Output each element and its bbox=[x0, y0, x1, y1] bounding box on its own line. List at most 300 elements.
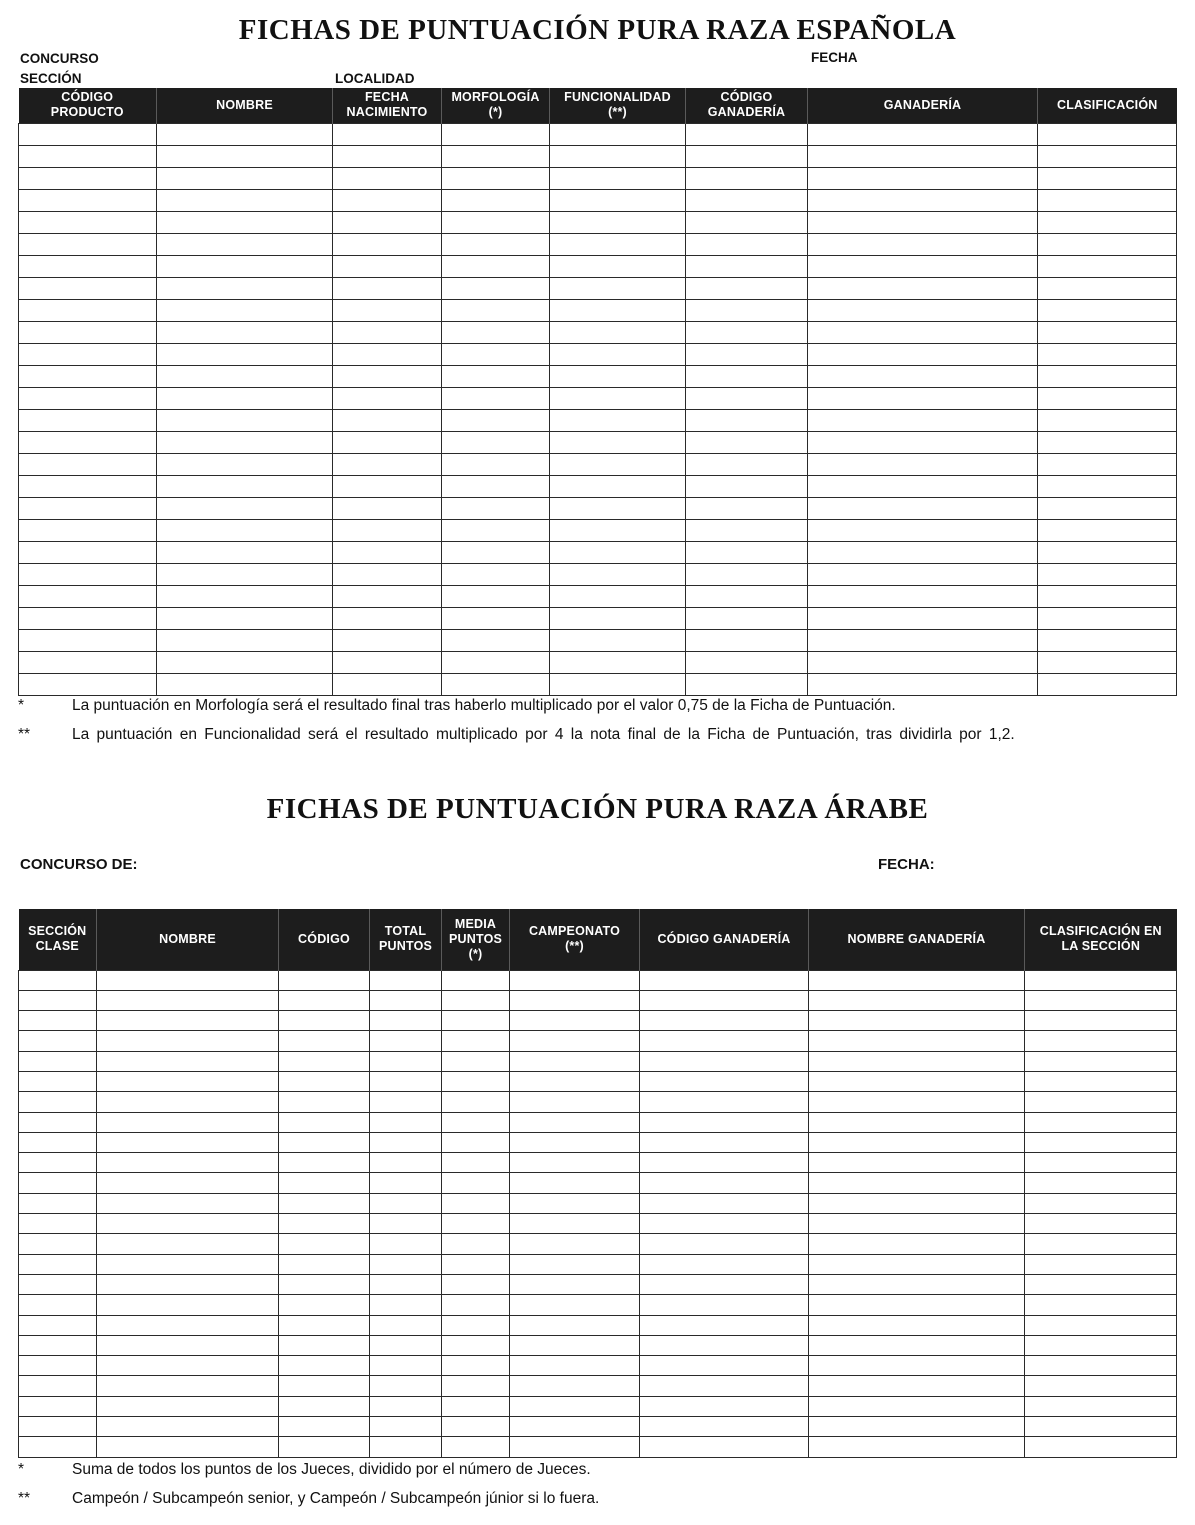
entry-cell[interactable] bbox=[809, 1112, 1025, 1132]
entry-cell[interactable] bbox=[19, 1132, 97, 1152]
entry-cell[interactable] bbox=[333, 299, 442, 321]
entry-cell[interactable] bbox=[370, 1071, 442, 1091]
entry-cell[interactable] bbox=[1025, 1437, 1177, 1457]
entry-cell[interactable] bbox=[157, 651, 333, 673]
entry-cell[interactable] bbox=[19, 299, 157, 321]
entry-cell[interactable] bbox=[370, 1254, 442, 1274]
entry-cell[interactable] bbox=[19, 497, 157, 519]
entry-cell[interactable] bbox=[279, 1376, 370, 1396]
entry-cell[interactable] bbox=[442, 1051, 510, 1071]
entry-cell[interactable] bbox=[442, 1295, 510, 1315]
entry-cell[interactable] bbox=[550, 387, 686, 409]
entry-cell[interactable] bbox=[157, 453, 333, 475]
entry-cell[interactable] bbox=[550, 277, 686, 299]
entry-cell[interactable] bbox=[157, 365, 333, 387]
entry-cell[interactable] bbox=[808, 475, 1038, 497]
entry-cell[interactable] bbox=[809, 1173, 1025, 1193]
entry-cell[interactable] bbox=[442, 1254, 510, 1274]
entry-cell[interactable] bbox=[157, 387, 333, 409]
entry-cell[interactable] bbox=[809, 1417, 1025, 1437]
entry-cell[interactable] bbox=[686, 277, 808, 299]
entry-cell[interactable] bbox=[19, 365, 157, 387]
entry-cell[interactable] bbox=[686, 189, 808, 211]
entry-cell[interactable] bbox=[333, 365, 442, 387]
entry-cell[interactable] bbox=[808, 299, 1038, 321]
entry-cell[interactable] bbox=[550, 365, 686, 387]
entry-cell[interactable] bbox=[442, 1092, 510, 1112]
entry-cell[interactable] bbox=[279, 1396, 370, 1416]
entry-cell[interactable] bbox=[686, 123, 808, 145]
entry-cell[interactable] bbox=[550, 673, 686, 695]
entry-cell[interactable] bbox=[333, 453, 442, 475]
entry-cell[interactable] bbox=[157, 277, 333, 299]
entry-cell[interactable] bbox=[640, 1051, 809, 1071]
entry-cell[interactable] bbox=[1038, 607, 1177, 629]
entry-cell[interactable] bbox=[442, 970, 510, 990]
entry-cell[interactable] bbox=[97, 1153, 279, 1173]
entry-cell[interactable] bbox=[686, 387, 808, 409]
entry-cell[interactable] bbox=[1025, 970, 1177, 990]
entry-cell[interactable] bbox=[809, 1295, 1025, 1315]
entry-cell[interactable] bbox=[279, 1234, 370, 1254]
entry-cell[interactable] bbox=[157, 167, 333, 189]
entry-cell[interactable] bbox=[97, 1132, 279, 1152]
entry-cell[interactable] bbox=[1038, 519, 1177, 541]
entry-cell[interactable] bbox=[333, 541, 442, 563]
entry-cell[interactable] bbox=[686, 475, 808, 497]
entry-cell[interactable] bbox=[809, 1193, 1025, 1213]
entry-cell[interactable] bbox=[279, 1214, 370, 1234]
entry-cell[interactable] bbox=[19, 563, 157, 585]
entry-cell[interactable] bbox=[808, 541, 1038, 563]
entry-cell[interactable] bbox=[808, 167, 1038, 189]
entry-cell[interactable] bbox=[442, 519, 550, 541]
entry-cell[interactable] bbox=[333, 431, 442, 453]
entry-cell[interactable] bbox=[550, 123, 686, 145]
entry-cell[interactable] bbox=[333, 233, 442, 255]
entry-cell[interactable] bbox=[686, 563, 808, 585]
entry-cell[interactable] bbox=[640, 1274, 809, 1294]
entry-cell[interactable] bbox=[686, 629, 808, 651]
entry-cell[interactable] bbox=[550, 233, 686, 255]
entry-cell[interactable] bbox=[686, 321, 808, 343]
entry-cell[interactable] bbox=[333, 651, 442, 673]
entry-cell[interactable] bbox=[19, 1295, 97, 1315]
entry-cell[interactable] bbox=[157, 541, 333, 563]
entry-cell[interactable] bbox=[809, 1315, 1025, 1335]
entry-cell[interactable] bbox=[1025, 1254, 1177, 1274]
entry-cell[interactable] bbox=[510, 1153, 640, 1173]
entry-cell[interactable] bbox=[809, 1011, 1025, 1031]
entry-cell[interactable] bbox=[97, 1437, 279, 1457]
entry-cell[interactable] bbox=[19, 1376, 97, 1396]
entry-cell[interactable] bbox=[808, 563, 1038, 585]
entry-cell[interactable] bbox=[640, 1315, 809, 1335]
entry-cell[interactable] bbox=[19, 1092, 97, 1112]
entry-cell[interactable] bbox=[1025, 1031, 1177, 1051]
entry-cell[interactable] bbox=[97, 1092, 279, 1112]
entry-cell[interactable] bbox=[333, 387, 442, 409]
entry-cell[interactable] bbox=[370, 1356, 442, 1376]
entry-cell[interactable] bbox=[686, 453, 808, 475]
entry-cell[interactable] bbox=[279, 1437, 370, 1457]
entry-cell[interactable] bbox=[279, 990, 370, 1010]
entry-cell[interactable] bbox=[550, 585, 686, 607]
entry-cell[interactable] bbox=[808, 453, 1038, 475]
entry-cell[interactable] bbox=[157, 519, 333, 541]
entry-cell[interactable] bbox=[19, 409, 157, 431]
entry-cell[interactable] bbox=[510, 1437, 640, 1457]
entry-cell[interactable] bbox=[510, 1274, 640, 1294]
entry-cell[interactable] bbox=[808, 233, 1038, 255]
entry-cell[interactable] bbox=[442, 607, 550, 629]
entry-cell[interactable] bbox=[640, 1011, 809, 1031]
entry-cell[interactable] bbox=[809, 1234, 1025, 1254]
entry-cell[interactable] bbox=[97, 1071, 279, 1091]
entry-cell[interactable] bbox=[808, 607, 1038, 629]
entry-cell[interactable] bbox=[19, 475, 157, 497]
entry-cell[interactable] bbox=[808, 629, 1038, 651]
entry-cell[interactable] bbox=[686, 541, 808, 563]
entry-cell[interactable] bbox=[97, 1214, 279, 1234]
entry-cell[interactable] bbox=[510, 970, 640, 990]
entry-cell[interactable] bbox=[808, 189, 1038, 211]
entry-cell[interactable] bbox=[1025, 1376, 1177, 1396]
entry-cell[interactable] bbox=[1025, 1356, 1177, 1376]
entry-cell[interactable] bbox=[279, 1295, 370, 1315]
entry-cell[interactable] bbox=[279, 1051, 370, 1071]
entry-cell[interactable] bbox=[442, 1214, 510, 1234]
entry-cell[interactable] bbox=[510, 1417, 640, 1437]
entry-cell[interactable] bbox=[97, 1376, 279, 1396]
entry-cell[interactable] bbox=[333, 563, 442, 585]
entry-cell[interactable] bbox=[157, 409, 333, 431]
entry-cell[interactable] bbox=[19, 1173, 97, 1193]
entry-cell[interactable] bbox=[550, 563, 686, 585]
entry-cell[interactable] bbox=[19, 1071, 97, 1091]
entry-cell[interactable] bbox=[442, 145, 550, 167]
entry-cell[interactable] bbox=[370, 1335, 442, 1355]
entry-cell[interactable] bbox=[510, 1132, 640, 1152]
entry-cell[interactable] bbox=[279, 1274, 370, 1294]
entry-cell[interactable] bbox=[97, 1274, 279, 1294]
entry-cell[interactable] bbox=[1025, 1193, 1177, 1213]
entry-cell[interactable] bbox=[550, 541, 686, 563]
entry-cell[interactable] bbox=[686, 145, 808, 167]
entry-cell[interactable] bbox=[279, 1092, 370, 1112]
entry-cell[interactable] bbox=[97, 1112, 279, 1132]
entry-cell[interactable] bbox=[333, 343, 442, 365]
entry-cell[interactable] bbox=[19, 990, 97, 1010]
entry-cell[interactable] bbox=[157, 233, 333, 255]
entry-cell[interactable] bbox=[640, 1254, 809, 1274]
entry-cell[interactable] bbox=[1025, 1295, 1177, 1315]
entry-cell[interactable] bbox=[640, 1193, 809, 1213]
entry-cell[interactable] bbox=[279, 970, 370, 990]
entry-cell[interactable] bbox=[1038, 651, 1177, 673]
entry-cell[interactable] bbox=[19, 431, 157, 453]
entry-cell[interactable] bbox=[442, 343, 550, 365]
entry-cell[interactable] bbox=[19, 1396, 97, 1416]
entry-cell[interactable] bbox=[157, 585, 333, 607]
entry-cell[interactable] bbox=[640, 970, 809, 990]
entry-cell[interactable] bbox=[808, 409, 1038, 431]
entry-cell[interactable] bbox=[809, 1153, 1025, 1173]
entry-cell[interactable] bbox=[19, 1153, 97, 1173]
entry-cell[interactable] bbox=[157, 497, 333, 519]
entry-cell[interactable] bbox=[1025, 1234, 1177, 1254]
entry-cell[interactable] bbox=[19, 1356, 97, 1376]
entry-cell[interactable] bbox=[97, 1295, 279, 1315]
entry-cell[interactable] bbox=[1038, 343, 1177, 365]
entry-cell[interactable] bbox=[279, 1112, 370, 1132]
entry-cell[interactable] bbox=[442, 321, 550, 343]
entry-cell[interactable] bbox=[370, 1417, 442, 1437]
entry-cell[interactable] bbox=[19, 211, 157, 233]
entry-cell[interactable] bbox=[510, 1214, 640, 1234]
entry-cell[interactable] bbox=[19, 1315, 97, 1335]
entry-cell[interactable] bbox=[442, 189, 550, 211]
entry-cell[interactable] bbox=[550, 321, 686, 343]
entry-cell[interactable] bbox=[442, 1437, 510, 1457]
entry-cell[interactable] bbox=[808, 277, 1038, 299]
entry-cell[interactable] bbox=[1038, 277, 1177, 299]
entry-cell[interactable] bbox=[809, 1376, 1025, 1396]
entry-cell[interactable] bbox=[686, 343, 808, 365]
entry-cell[interactable] bbox=[510, 1396, 640, 1416]
entry-cell[interactable] bbox=[333, 255, 442, 277]
entry-cell[interactable] bbox=[809, 1274, 1025, 1294]
entry-cell[interactable] bbox=[808, 255, 1038, 277]
entry-cell[interactable] bbox=[19, 167, 157, 189]
entry-cell[interactable] bbox=[442, 563, 550, 585]
entry-cell[interactable] bbox=[19, 321, 157, 343]
entry-cell[interactable] bbox=[686, 519, 808, 541]
entry-cell[interactable] bbox=[370, 1234, 442, 1254]
entry-cell[interactable] bbox=[550, 431, 686, 453]
entry-cell[interactable] bbox=[510, 1011, 640, 1031]
entry-cell[interactable] bbox=[640, 1092, 809, 1112]
entry-cell[interactable] bbox=[550, 409, 686, 431]
entry-cell[interactable] bbox=[1038, 189, 1177, 211]
entry-cell[interactable] bbox=[333, 189, 442, 211]
entry-cell[interactable] bbox=[19, 387, 157, 409]
entry-cell[interactable] bbox=[550, 145, 686, 167]
entry-cell[interactable] bbox=[1038, 497, 1177, 519]
entry-cell[interactable] bbox=[19, 1437, 97, 1457]
entry-cell[interactable] bbox=[333, 475, 442, 497]
entry-cell[interactable] bbox=[442, 497, 550, 519]
entry-cell[interactable] bbox=[279, 1356, 370, 1376]
entry-cell[interactable] bbox=[686, 607, 808, 629]
entry-cell[interactable] bbox=[157, 255, 333, 277]
entry-cell[interactable] bbox=[640, 1234, 809, 1254]
entry-cell[interactable] bbox=[19, 189, 157, 211]
entry-cell[interactable] bbox=[550, 453, 686, 475]
entry-cell[interactable] bbox=[1025, 1417, 1177, 1437]
entry-cell[interactable] bbox=[19, 1051, 97, 1071]
entry-cell[interactable] bbox=[640, 1437, 809, 1457]
entry-cell[interactable] bbox=[442, 1315, 510, 1335]
entry-cell[interactable] bbox=[1038, 123, 1177, 145]
entry-cell[interactable] bbox=[19, 970, 97, 990]
entry-cell[interactable] bbox=[157, 475, 333, 497]
entry-cell[interactable] bbox=[809, 1051, 1025, 1071]
entry-cell[interactable] bbox=[97, 990, 279, 1010]
entry-cell[interactable] bbox=[809, 1396, 1025, 1416]
entry-cell[interactable] bbox=[19, 255, 157, 277]
entry-cell[interactable] bbox=[442, 431, 550, 453]
entry-cell[interactable] bbox=[19, 1193, 97, 1213]
entry-cell[interactable] bbox=[809, 1437, 1025, 1457]
entry-cell[interactable] bbox=[550, 167, 686, 189]
entry-cell[interactable] bbox=[640, 1153, 809, 1173]
entry-cell[interactable] bbox=[279, 1011, 370, 1031]
entry-cell[interactable] bbox=[19, 1214, 97, 1234]
entry-cell[interactable] bbox=[1025, 1051, 1177, 1071]
entry-cell[interactable] bbox=[370, 1214, 442, 1234]
entry-cell[interactable] bbox=[97, 1315, 279, 1335]
entry-cell[interactable] bbox=[808, 343, 1038, 365]
entry-cell[interactable] bbox=[1038, 585, 1177, 607]
entry-cell[interactable] bbox=[97, 1254, 279, 1274]
entry-cell[interactable] bbox=[1038, 563, 1177, 585]
entry-cell[interactable] bbox=[370, 1011, 442, 1031]
entry-cell[interactable] bbox=[809, 1254, 1025, 1274]
entry-cell[interactable] bbox=[640, 1396, 809, 1416]
entry-cell[interactable] bbox=[333, 497, 442, 519]
entry-cell[interactable] bbox=[510, 1173, 640, 1193]
entry-cell[interactable] bbox=[640, 1214, 809, 1234]
entry-cell[interactable] bbox=[686, 365, 808, 387]
entry-cell[interactable] bbox=[279, 1193, 370, 1213]
entry-cell[interactable] bbox=[442, 365, 550, 387]
entry-cell[interactable] bbox=[809, 990, 1025, 1010]
entry-cell[interactable] bbox=[442, 629, 550, 651]
entry-cell[interactable] bbox=[370, 1295, 442, 1315]
entry-cell[interactable] bbox=[550, 607, 686, 629]
entry-cell[interactable] bbox=[97, 1417, 279, 1437]
entry-cell[interactable] bbox=[19, 1011, 97, 1031]
entry-cell[interactable] bbox=[1025, 1214, 1177, 1234]
entry-cell[interactable] bbox=[808, 321, 1038, 343]
entry-cell[interactable] bbox=[442, 1011, 510, 1031]
entry-cell[interactable] bbox=[370, 1031, 442, 1051]
entry-cell[interactable] bbox=[370, 1092, 442, 1112]
entry-cell[interactable] bbox=[19, 1112, 97, 1132]
entry-cell[interactable] bbox=[1038, 387, 1177, 409]
entry-cell[interactable] bbox=[1025, 1153, 1177, 1173]
entry-cell[interactable] bbox=[442, 541, 550, 563]
entry-cell[interactable] bbox=[19, 541, 157, 563]
entry-cell[interactable] bbox=[442, 1132, 510, 1152]
entry-cell[interactable] bbox=[157, 299, 333, 321]
entry-cell[interactable] bbox=[333, 321, 442, 343]
entry-cell[interactable] bbox=[1038, 255, 1177, 277]
entry-cell[interactable] bbox=[157, 431, 333, 453]
entry-cell[interactable] bbox=[97, 1234, 279, 1254]
entry-cell[interactable] bbox=[370, 1396, 442, 1416]
entry-cell[interactable] bbox=[809, 1031, 1025, 1051]
entry-cell[interactable] bbox=[97, 1011, 279, 1031]
entry-cell[interactable] bbox=[1025, 1335, 1177, 1355]
entry-cell[interactable] bbox=[808, 519, 1038, 541]
entry-cell[interactable] bbox=[686, 233, 808, 255]
entry-cell[interactable] bbox=[510, 1193, 640, 1213]
entry-cell[interactable] bbox=[550, 343, 686, 365]
entry-cell[interactable] bbox=[157, 629, 333, 651]
entry-cell[interactable] bbox=[1038, 145, 1177, 167]
entry-cell[interactable] bbox=[157, 321, 333, 343]
entry-cell[interactable] bbox=[550, 629, 686, 651]
entry-cell[interactable] bbox=[686, 497, 808, 519]
entry-cell[interactable] bbox=[808, 673, 1038, 695]
entry-cell[interactable] bbox=[333, 409, 442, 431]
entry-cell[interactable] bbox=[370, 1193, 442, 1213]
entry-cell[interactable] bbox=[808, 651, 1038, 673]
entry-cell[interactable] bbox=[442, 1173, 510, 1193]
entry-cell[interactable] bbox=[1025, 1132, 1177, 1152]
entry-cell[interactable] bbox=[510, 990, 640, 1010]
entry-cell[interactable] bbox=[1038, 431, 1177, 453]
entry-cell[interactable] bbox=[1025, 1112, 1177, 1132]
entry-cell[interactable] bbox=[686, 409, 808, 431]
entry-cell[interactable] bbox=[333, 673, 442, 695]
entry-cell[interactable] bbox=[370, 1112, 442, 1132]
entry-cell[interactable] bbox=[808, 431, 1038, 453]
entry-cell[interactable] bbox=[640, 1031, 809, 1051]
entry-cell[interactable] bbox=[442, 1234, 510, 1254]
entry-cell[interactable] bbox=[333, 145, 442, 167]
entry-cell[interactable] bbox=[1038, 453, 1177, 475]
entry-cell[interactable] bbox=[808, 145, 1038, 167]
entry-cell[interactable] bbox=[442, 1071, 510, 1091]
entry-cell[interactable] bbox=[97, 1396, 279, 1416]
entry-cell[interactable] bbox=[19, 607, 157, 629]
entry-cell[interactable] bbox=[640, 1356, 809, 1376]
entry-cell[interactable] bbox=[808, 497, 1038, 519]
entry-cell[interactable] bbox=[442, 1396, 510, 1416]
entry-cell[interactable] bbox=[370, 1437, 442, 1457]
entry-cell[interactable] bbox=[333, 211, 442, 233]
entry-cell[interactable] bbox=[370, 1274, 442, 1294]
entry-cell[interactable] bbox=[1038, 321, 1177, 343]
entry-cell[interactable] bbox=[279, 1153, 370, 1173]
entry-cell[interactable] bbox=[1038, 233, 1177, 255]
entry-cell[interactable] bbox=[550, 497, 686, 519]
entry-cell[interactable] bbox=[442, 299, 550, 321]
entry-cell[interactable] bbox=[442, 255, 550, 277]
entry-cell[interactable] bbox=[442, 387, 550, 409]
entry-cell[interactable] bbox=[157, 145, 333, 167]
entry-cell[interactable] bbox=[19, 277, 157, 299]
entry-cell[interactable] bbox=[808, 365, 1038, 387]
entry-cell[interactable] bbox=[333, 629, 442, 651]
entry-cell[interactable] bbox=[442, 1193, 510, 1213]
entry-cell[interactable] bbox=[1025, 990, 1177, 1010]
entry-cell[interactable] bbox=[279, 1071, 370, 1091]
entry-cell[interactable] bbox=[279, 1335, 370, 1355]
entry-cell[interactable] bbox=[442, 651, 550, 673]
entry-cell[interactable] bbox=[97, 1173, 279, 1193]
entry-cell[interactable] bbox=[157, 673, 333, 695]
entry-cell[interactable] bbox=[279, 1417, 370, 1437]
entry-cell[interactable] bbox=[19, 1274, 97, 1294]
entry-cell[interactable] bbox=[442, 1031, 510, 1051]
entry-cell[interactable] bbox=[279, 1173, 370, 1193]
entry-cell[interactable] bbox=[550, 519, 686, 541]
entry-cell[interactable] bbox=[686, 299, 808, 321]
